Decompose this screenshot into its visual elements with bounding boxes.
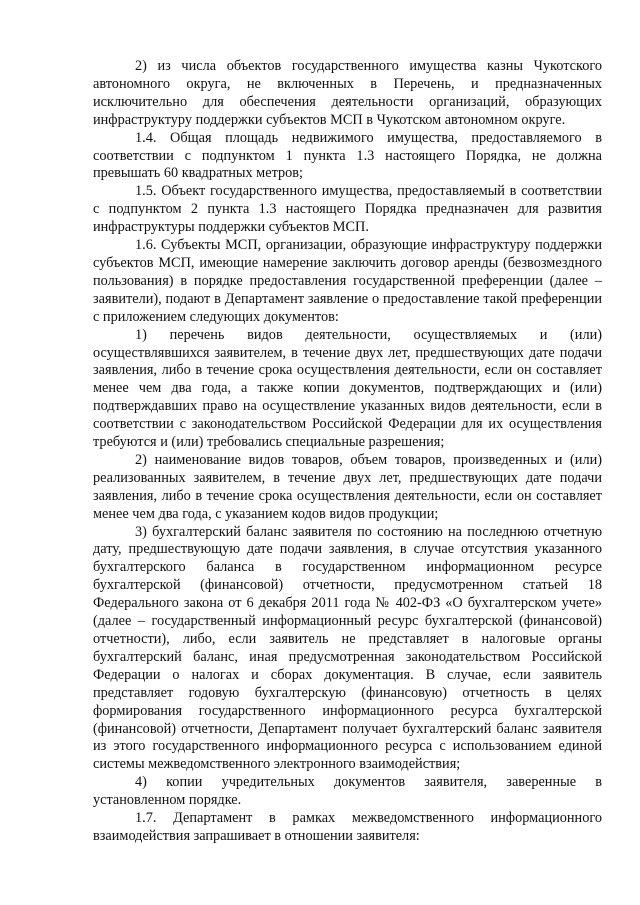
paragraph-1-4-area-limit: 1.4. Общая площадь недвижимого имущества, предоставляемого в соответствии с подпунктом 1 пункта 1.3 настоящего Порядка, не должна превышать 60 квадратных метров;: [93, 129, 602, 182]
paragraph-subitem-2-state-property: 2) из числа объектов государственного имущества казны Чукотского автономного округа, не включенных в Перечень, и предназначенных исключительно для обеспечения деятельности организаций, образующих инфраструктуру поддержки субъектов МСП в Чукотском автономном округе.: [93, 58, 602, 128]
document-body: [93, 58, 602, 846]
paragraph-1-5-property-purpose: 1.5. Объект государственного имущества, предоставляемый в соответствии с подпунктом 2 пункта 1.3 настоящего Порядка предназначен для развития инфраструктуры поддержки субъектов МСП.: [93, 183, 602, 236]
list-item-2-goods: 2) наименование видов товаров, объем товаров, произведенных и (или) реализованных заявителем, в течение двух лет, предшествующих дате подачи заявления, либо в течение срока осуществления деятельности, если он составляет менее чем два года, с указанием кодов видов продукции;: [93, 451, 602, 522]
list-item-3-balance-sheet: 3) бухгалтерский баланс заявителя по состоянию на последнюю отчетную дату, предшествующую дате подачи заявления, в случае отсутствия указанного бухгалтерского баланса в государственном информационном ресурсе бухгалтерской (финансовой) отчетности, предусмотренном статьей 18 Федерального закона от 6 декабря 2011 года № 402-ФЗ «О бухгалтерском учете» (далее – государственный информационный ресурс бухгалтерской (финансовой) отчетности), либо, если заявитель не представляет в налоговые органы бухгалтерский баланс, иная предусмотренная законодательством Российской Федерации о налогах и сборах документация. В случае, если заявитель представляет годовую бухгалтерскую (финансовую) отчетность в целях формирования государственного информационного ресурса бухгалтерской (финансовой) отчетности, Департамент получает бухгалтерский баланс заявителя из этого государственного информационного ресурса с использованием единой системы межведомственного электронного взаимодействия;: [93, 523, 602, 773]
list-item-1-activities: 1) перечень видов деятельности, осуществляемых и (или) осуществлявшихся заявителем, в течение двух лет, предшествующих дате подачи заявления, либо в течение срока осуществления деятельности, если он составляет менее чем два года, а также копии документов, подтверждающих и (или) подтверждавших право на осуществление указанных видов деятельности, если в соответствии с законодательством Российской Федерации для их осуществления требуются и (или) требовались специальные разрешения;: [93, 326, 602, 451]
list-item-4-founding-documents: 4) копии учредительных документов заявителя, заверенные в установленном порядке.: [93, 774, 602, 809]
paragraph-1-7-interagency-request: 1.7. Департамент в рамках межведомственного информационного взаимодействия запрашивает в отношении заявителя:: [93, 810, 602, 844]
paragraph-1-6-applicants: 1.6. Субъекты МСП, организации, образующие инфраструктуру поддержки субъектов МСП, имеющие намерение заключить договор аренды (безвозмездного пользования) в порядке предоставления государственной преференции (далее – заявители), подают в Департамент заявление о предоставление такой преференции с приложением следующих документов:: [93, 237, 602, 325]
